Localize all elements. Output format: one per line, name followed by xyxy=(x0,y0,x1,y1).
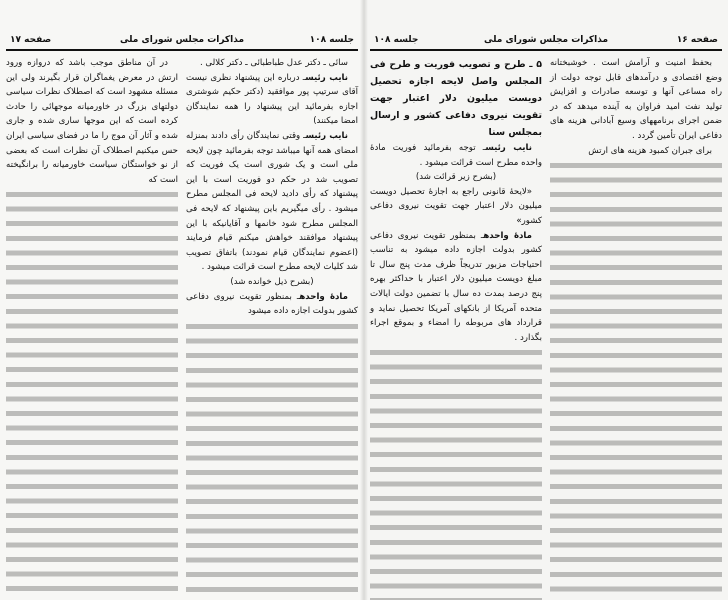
continued-text-lines xyxy=(370,346,542,600)
session-number: جلسه ۱۰۸ xyxy=(309,35,354,45)
running-title: مذاکرات مجلس شورای ملی xyxy=(483,35,609,45)
page-header xyxy=(370,33,722,51)
paragraph xyxy=(186,56,358,71)
text-column xyxy=(186,56,358,600)
stage-direction: (بشرح ذیل خوانده شد) xyxy=(230,276,314,287)
speaker-name: مادهٔ واحده xyxy=(299,291,348,302)
paragraph-text: برای جبران کمبود هزینه های ارتش xyxy=(588,145,712,156)
continued-text-lines xyxy=(550,159,722,600)
stage-direction: (بشرح زیر قرائت شد) xyxy=(415,172,497,183)
paragraph-text: ـ بمنظور تقویت نیروی دفاعی کشور بدولت اجازه داده میشود به تناسب احتیاجات مزبور تدریجاً ظرف مدت پنج سال تا مبلغ دویست میلیون دلار اعتبار با حداکثر بهره پنج درصد بمدت ده سال با تضمین دولت ایالات متحده آمریکا از بانکهای آمریکا تحصیل نماید و قرارداد های مربوطه را امضاء و بموقع اجراء بگذارد . xyxy=(370,230,542,343)
speaker-name: مادهٔ واحده xyxy=(483,230,532,241)
right-page xyxy=(364,0,728,600)
paragraph xyxy=(550,144,722,159)
speaker-name: نایب رئیس xyxy=(305,130,348,141)
paragraph xyxy=(370,185,542,229)
speaker-name: نایب رئیس xyxy=(485,143,532,153)
paragraph-text: بحفظ امنیت و آرامش است . خوشبختانه وضع اقتصادی و درآمدهای قابل توجه دولت از راه مساعی آنها و توسعه صادرات و افزایش تولید نفت امید فراوان به آینده میدهد که در ضمن اجرای برنامههای وسیع آبادانی هزینه های دفاعی ایران تأمین گردد . xyxy=(550,58,722,141)
text-column xyxy=(6,56,178,600)
continued-text-lines xyxy=(6,188,178,600)
paragraph-text: ـ توجه بفرمائید فوریت مادهٔ واحده مطرح است قرائت میشود . xyxy=(370,143,542,168)
section-heading: ۵ ـ طرح و تصویب فوریت و طرح فی المجلس واصل لایحه اجازه تحصیل دویست میلیون دلار اعتبار جهت تقویت نیروی دفاعی کشور و ارسال بمجلس سنا xyxy=(370,59,542,138)
paragraph-text: در آن مناطق موجب باشد که دروازه ورود ارتش در معرض یغماگران قرار بگیرند ولی این مسئله مشهود است که اصطلاک نظرات سیاسی دولتهای بزرگ در خاورمیانه موجهائی را حادث کرده است که این موجها ساری شده و جاری شده و آثار آن موج را ما در فضای سیاسی ایران حس میکنیم اصطلاک آن نظرات است که بعضی از نو خواستگان سیاست خاورمیانه را برانگیخته است که xyxy=(6,58,178,185)
continued-text-lines xyxy=(186,320,358,600)
page-number: صفحه ۱۶ xyxy=(676,35,718,45)
running-title: مذاکرات مجلس شورای ملی xyxy=(119,35,245,45)
text-column xyxy=(550,56,722,600)
paragraph-text: «لایحهٔ قانونی راجع به اجازهٔ تحصیل دویست میلیون دلار اعتبار جهت تقویت نیروی دفاعی کشور» xyxy=(370,186,542,226)
paragraph xyxy=(186,71,358,129)
paragraph-text: ـ درباره این پیشنهاد نظری نیست آقای سرتیپ پور موافقید (دکتر حکیم شوشتری اجازه بفرمائید این پیشنهاد را همه نمایندگان امضا میکنند) xyxy=(186,72,358,127)
paragraph-text: ـ وقتی نمایندگان رأی دادند بمنزله امضای همه آنها میباشد توجه بفرمائید چون لایحه ملی است و یک شوری است یک فوریت که تصویب شد در حکم دو فوریت است با این پیشنهاد که رأی دادید لایحه فی المجلس مطرح میشود . رأی میگیریم باین پیشنهاد که لایحه فی المجلس مطرح شود خانمها و آقایانیکه با این پیشنهاد موافقند خواهش میکنم قیام فرمایند (اعضوم نمایندگان قیام نمودند) باتفاق تصویب شد کلیات لایحه مطرح است قرائت میشود . xyxy=(186,130,358,273)
paragraph-text: ـ بمنظور تقویت نیروی دفاعی کشور بدولت اجازه داده میشود xyxy=(186,291,358,317)
page-header xyxy=(6,33,358,51)
speaker-name: نایب رئیس xyxy=(305,72,348,83)
page-number: صفحه ۱۷ xyxy=(10,35,52,45)
book-gutter xyxy=(360,0,368,600)
paragraph xyxy=(370,141,542,170)
paragraph xyxy=(550,56,722,144)
paragraph xyxy=(186,290,358,319)
paragraph xyxy=(6,56,178,187)
paragraph xyxy=(186,129,358,275)
session-number: جلسه ۱۰۸ xyxy=(374,35,419,45)
paragraph-text: سائی ـ دکتر عدل طباطبائی ـ دکتر کلالی . xyxy=(199,58,348,68)
paragraph xyxy=(370,229,542,346)
text-column xyxy=(370,56,542,600)
